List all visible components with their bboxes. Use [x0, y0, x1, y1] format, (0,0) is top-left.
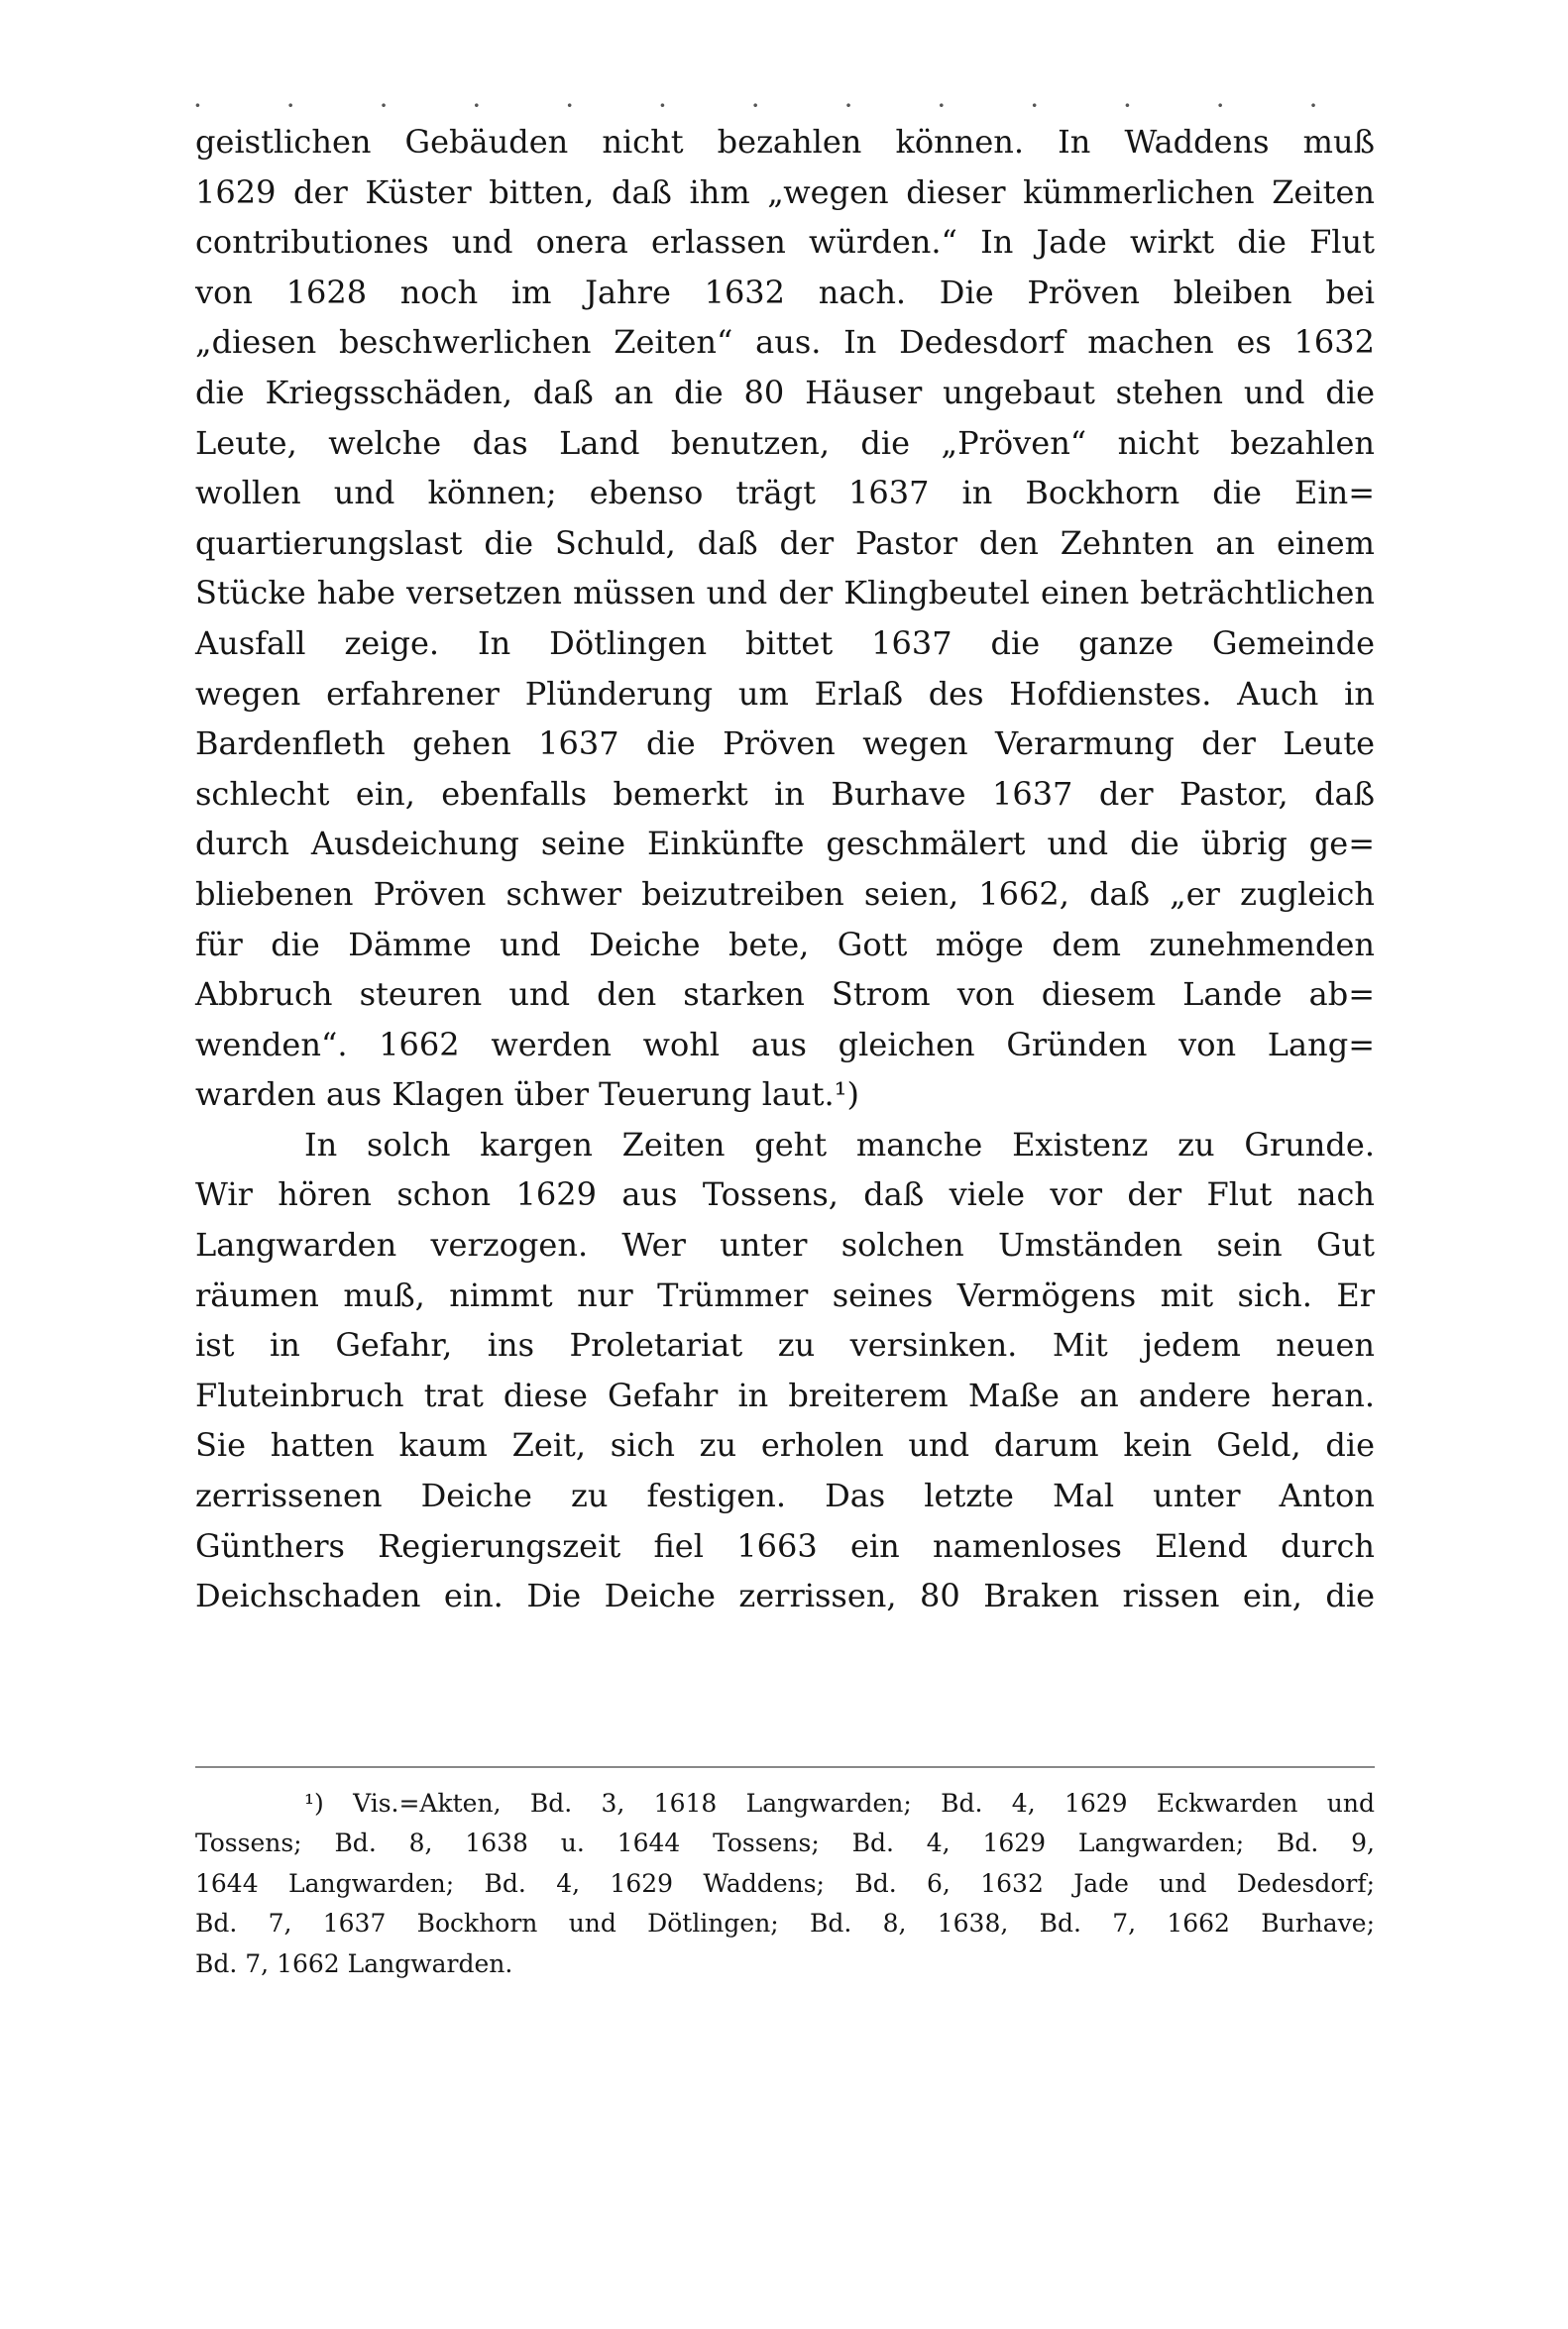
text-line: quartierungslast die Schuld, daß der Pastor den Zehnten an einem — [195, 523, 1375, 562]
text-line: Ausfall zeige. In Dötlingen bittet 1637 die ganze Gemeinde — [195, 623, 1375, 662]
text-line: Sie hatten kaum Zeit, sich zu erholen und darum kein Geld, die — [195, 1426, 1375, 1465]
text-line: contributiones und onera erlassen würden.“ In Jade wirkt die Flut — [195, 223, 1375, 262]
text-line: „diesen beschwerlichen Zeiten“ aus. In Dedesdorf machen es 1632 — [195, 323, 1375, 362]
text-line: für die Dämme und Deiche bete, Gott möge dem zunehmenden — [195, 925, 1375, 963]
text-line: Abbruch steuren und den starken Strom von diesem Lande ab= — [195, 975, 1375, 1014]
text-line: die Kriegsschäden, daß an die 80 Häuser ungebaut stehen und die — [195, 373, 1375, 411]
text-line: Stücke habe versetzen müssen und der Klingbeutel einen beträchtlichen — [195, 574, 1375, 612]
paragraph-start-line: In solch kargen Zeiten geht manche Existenz zu Grunde. — [304, 1125, 1375, 1164]
text-line: wegen erfahrener Plünderung um Erlaß des Hofdienstes. Auch in — [195, 674, 1375, 713]
paragraph-end-line: warden aus Klagen über Teuerung laut.¹) — [195, 1075, 859, 1114]
text-line: wollen und können; ebenso trägt 1637 in Bockhorn die Ein= — [195, 474, 1375, 512]
text-line: bliebenen Pröven schwer beizutreiben seien, 1662, daß „er zugleich — [195, 874, 1375, 913]
footnote — [195, 1784, 1375, 1984]
text-line: 1629 der Küster bitten, daß ihm „wegen dieser kümmerlichen Zeiten — [195, 172, 1375, 211]
text-line: räumen muß, nimmt nur Trümmer seines Vermögens mit sich. Er — [195, 1275, 1375, 1314]
text-line: geistlichen Gebäuden nicht bezahlen können. In Waddens muß — [195, 123, 1375, 161]
text-line: Deichschaden ein. Die Deiche zerrissen, 80 Braken rissen ein, die — [195, 1577, 1375, 1615]
footnote-line: Bd. 7, 1662 Langwarden. — [195, 1948, 513, 1978]
footnote-line: Tossens; Bd. 8, 1638 u. 1644 Tossens; Bd. 4, 1629 Langwarden; Bd. 9, — [195, 1829, 1375, 1858]
footnote-divider — [195, 1766, 1375, 1768]
text-line: von 1628 noch im Jahre 1632 nach. Die Pröven bleiben bei — [195, 273, 1375, 311]
text-line: Wir hören schon 1629 aus Tossens, daß viele vor der Flut nach — [195, 1175, 1375, 1214]
text-line: durch Ausdeichung seine Einkünfte geschmälert und die übrig ge= — [195, 825, 1375, 863]
text-line: zerrissenen Deiche zu festigen. Das letzte Mal unter Anton — [195, 1477, 1375, 1515]
text-line: Fluteinbruch trat diese Gefahr in breiterem Maße an andere heran. — [195, 1376, 1375, 1414]
footnote-line: Bd. 7, 1637 Bockhorn und Dötlingen; Bd. 8, 1638, Bd. 7, 1662 Burhave; — [195, 1909, 1375, 1939]
text-line: Langwarden verzogen. Wer unter solchen Umständen sein Gut — [195, 1226, 1375, 1265]
text-line: Bardenfleth gehen 1637 die Pröven wegen Verarmung der Leute — [195, 724, 1375, 763]
text-line: wenden“. 1662 werden wohl aus gleichen Gründen von Lang= — [195, 1025, 1375, 1063]
text-line: ist in Gefahr, ins Proletariat zu versinken. Mit jedem neuen — [195, 1326, 1375, 1365]
footnote-line: ¹) Vis.=Akten, Bd. 3, 1618 Langwarden; Bd. 4, 1629 Eckwarden und — [304, 1789, 1375, 1818]
text-line: Leute, welche das Land benutzen, die „Pröven“ nicht bezahlen — [195, 423, 1375, 462]
main-text — [195, 117, 1375, 1621]
text-line: Günthers Regierungszeit fiel 1663 ein namenloses Elend durch — [195, 1526, 1375, 1565]
text-line: schlecht ein, ebenfalls bemerkt in Burhave 1637 der Pastor, daß — [195, 774, 1375, 813]
footnote-line: 1644 Langwarden; Bd. 4, 1629 Waddens; Bd. 6, 1632 Jade und Dedesdorf; — [195, 1868, 1375, 1898]
cropped-top-line: · · · · · · · · · · · · · — [193, 89, 1356, 122]
